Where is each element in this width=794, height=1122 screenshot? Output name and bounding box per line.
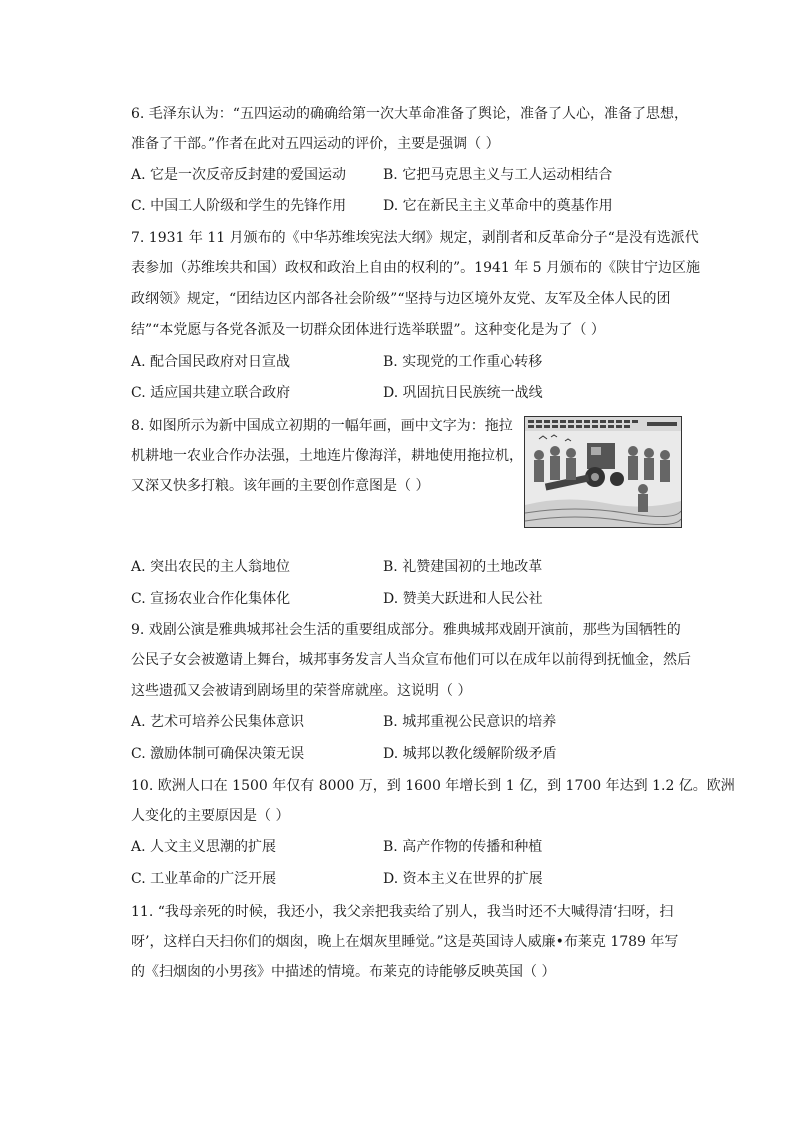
q6-option-c: C. 中国工人阶级和学生的先锋作用 [131,198,347,214]
q11-line-1: 11. “我母亲死的时候，我还小，我父亲把我卖给了别人，我当时还不大喊得清‘扫呀，扫 [131,904,674,920]
q11-line-3: 的《扫烟囱的小男孩》中描述的情境。布莱克的诗能够反映英国（ ） [131,964,556,980]
q10-option-b: B. 高产作物的传播和种植 [383,839,543,855]
q9-line-2: 公民子女会被邀请上舞台，城邦事务发言人当众宣布他们可以在成年以前得到抚恤金，然后 [131,652,691,668]
q8-line-1: 8. 如图所示为新中国成立初期的一幅年画，画中文字为：拖拉 [131,418,513,434]
painting-illustration [525,417,681,527]
q7-option-a: A. 配合国民政府对日宣战 [131,354,291,370]
q7-line-3: 政纲领》规定，“团结边区内部各社会阶级”“坚持与边区境外友党、友军及全体人民的团 [131,291,671,307]
q10-option-c: C. 工业革命的广泛开展 [131,871,277,887]
q8-option-a: A. 突出农民的主人翁地位 [131,559,291,575]
q6-line-2: 准备了干部。”作者在此对五四运动的评价，主要是强调（ ） [131,136,500,152]
q9-option-a: A. 艺术可培养公民集体意识 [131,714,305,730]
q7-option-b: B. 实现党的工作重心转移 [383,354,543,370]
q7-line-1: 7. 1931 年 11 月颁布的《中华苏维埃宪法大纲》规定，剥削者和反革命分子“是没有选派代 [131,230,699,246]
q6-option-d: D. 它在新民主主义革命中的奠基作用 [383,198,613,214]
q9-line-1: 9. 戏剧公演是雅典城邦社会生活的重要组成部分。雅典城邦戏剧开演前，那些为国牺牲的 [131,622,681,638]
q10-option-a: A. 人文主义思潮的扩展 [131,839,277,855]
q6-line-1: 6. 毛泽东认为：“五四运动的确确给第一次大革命准备了舆论，准备了人心，准备了思想， [131,106,688,122]
q7-option-d: D. 巩固抗日民族统一战线 [383,385,543,401]
q8-option-d: D. 赞美大跃进和人民公社 [383,591,543,607]
q7-option-c: C. 适应国共建立联合政府 [131,385,291,401]
q10-option-d: D. 资本主义在世界的扩展 [383,871,543,887]
q9-option-b: B. 城邦重视公民意识的培养 [383,714,557,730]
q8-option-c: C. 宣扬农业合作化集体化 [131,591,291,607]
q10-line-1: 10. 欧洲人口在 1500 年仅有 8000 万，到 1600 年增长到 1 亿，到 1700 年达到 1.2 亿。欧洲 [131,778,735,794]
q6-option-a: A. 它是一次反帝反封建的爱国运动 [131,167,347,183]
q7-line-4: 结”“本党愿与各党各派及一切群众团体进行选举联盟”。这种变化是为了（ ） [131,322,605,338]
q9-option-c: C. 激励体制可确保决策无误 [131,746,305,762]
q9-line-3: 这些遗孤又会被请到剧场里的荣誉席就座。这说明（ ） [131,683,472,699]
q8-line-3: 又深又快多打粮。该年画的主要创作意图是（ ） [131,478,430,494]
new-year-painting-figure [524,416,682,528]
q11-line-2: 呀’，这样白天扫你们的烟囱，晚上在烟灰里睡觉。”这是英国诗人威廉•布莱克 1789 年写 [131,934,679,950]
q8-option-b: B. 礼赞建国初的土地改革 [383,559,543,575]
q8-line-2: 机耕地一农业合作办法强，土地连片像海洋，耕地使用拖拉机， [131,448,523,464]
q6-option-b: B. 它把马克思主义与工人运动相结合 [383,167,613,183]
q10-line-2: 人变化的主要原因是（ ） [131,808,290,824]
q7-line-2: 表参加（苏维埃共和国）政权和政治上自由的权利的”。1941 年 5 月颁布的《陕甘宁边区施 [131,260,701,276]
q9-option-d: D. 城邦以教化缓解阶级矛盾 [383,746,557,762]
